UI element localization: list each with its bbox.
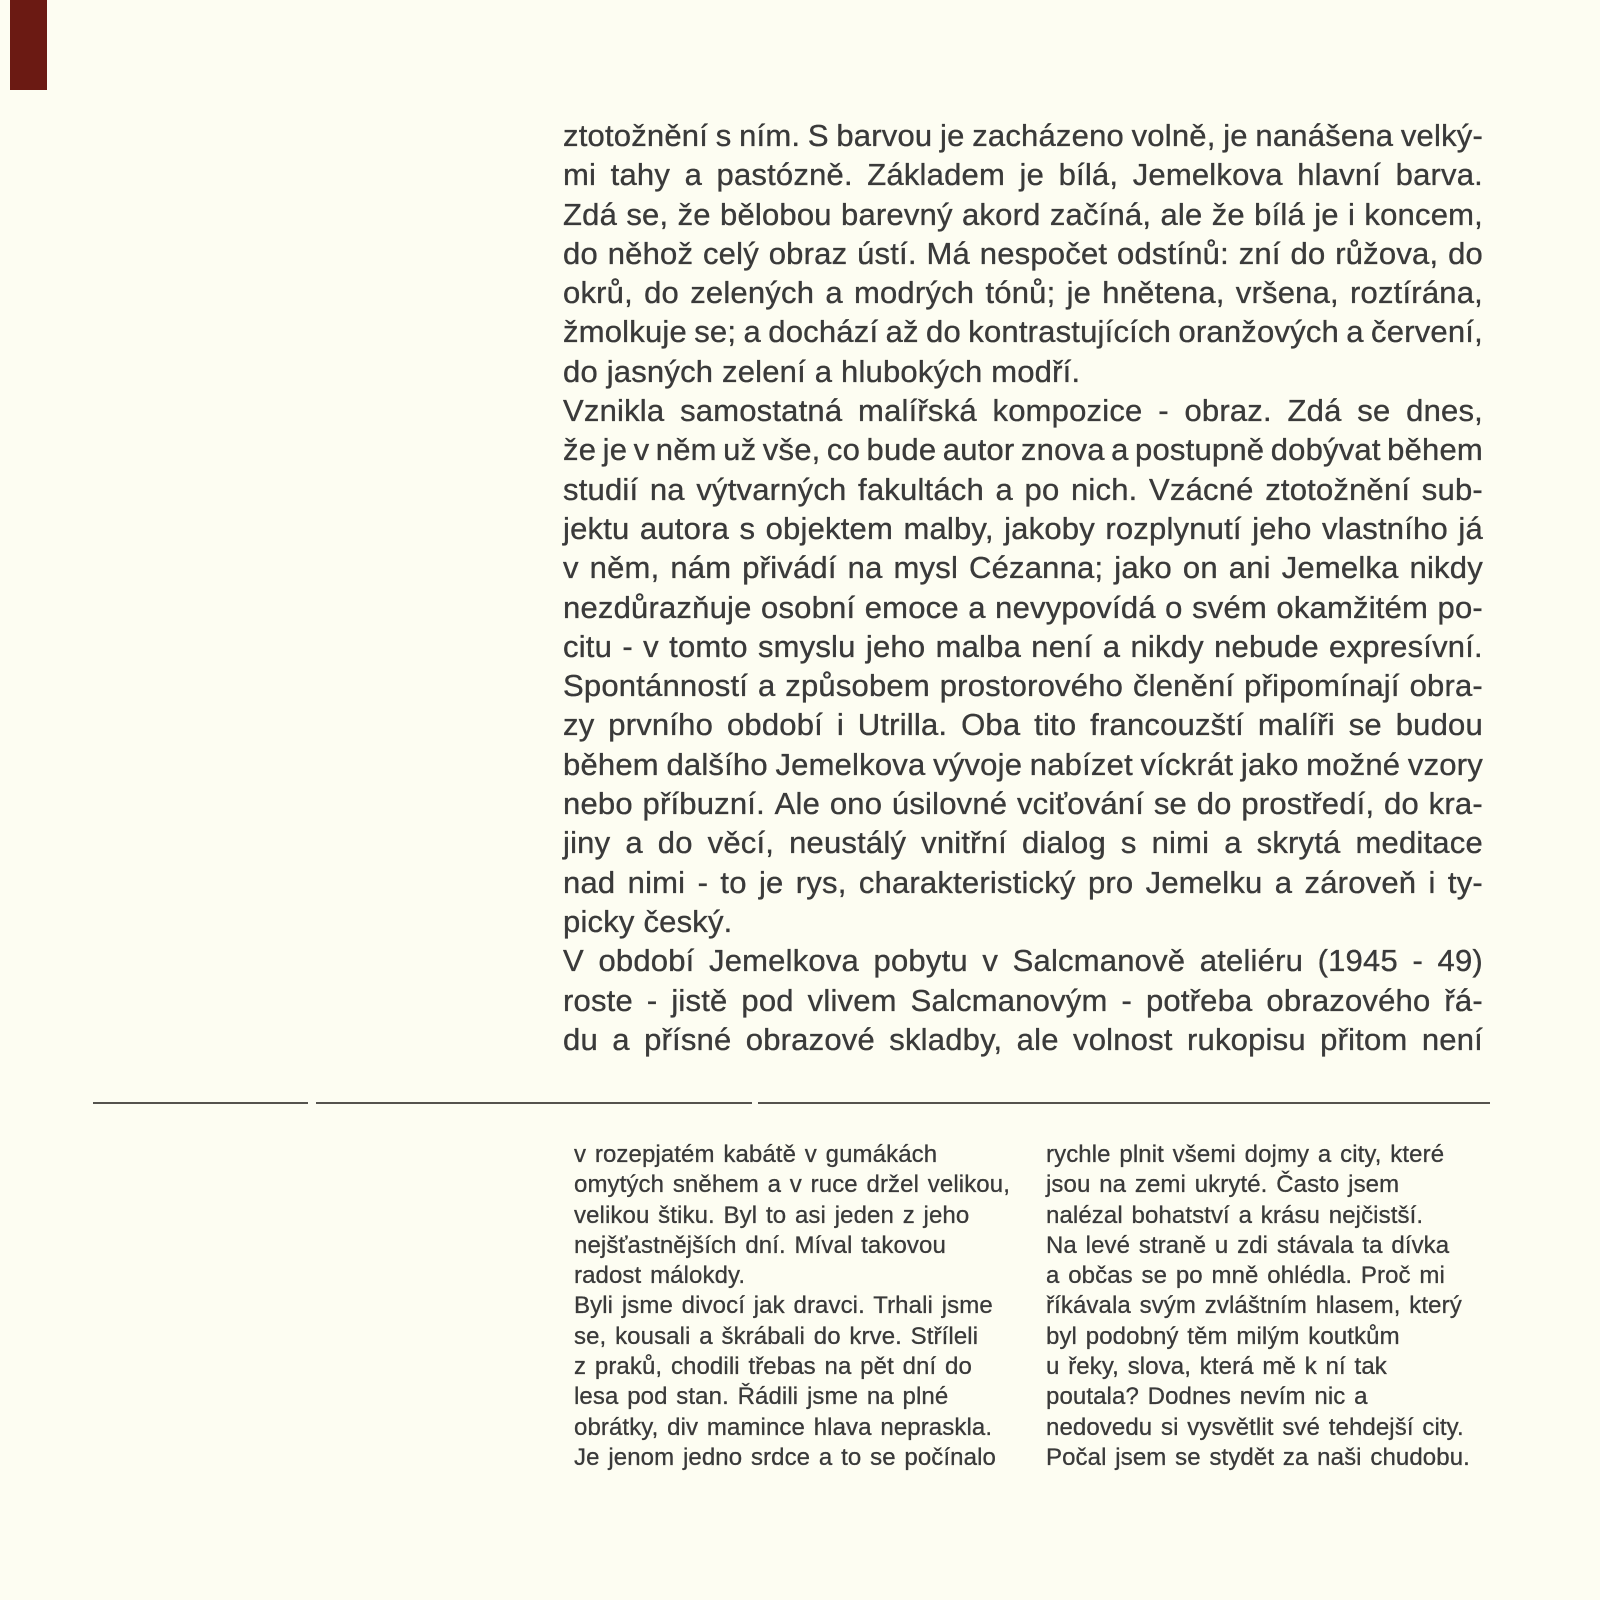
- footnote-column-right: [1046, 1140, 1498, 1473]
- divider-segment: [316, 1102, 752, 1104]
- divider-segment: [758, 1102, 1490, 1104]
- main-text-line: nezdůrazňuje osobní emoce a nevypovídá o svém okamžitém po-: [563, 589, 1483, 625]
- main-text-line: během dalšího Jemelkova vývoje nabízet víckrát jako možné vzory: [563, 746, 1483, 782]
- footnote-line: Na levé straně u zdi stávala ta dívka: [1046, 1231, 1450, 1259]
- main-text-line: citu - v tomto smyslu jeho malba není a nikdy nebude expresívní.: [563, 628, 1483, 664]
- main-text-line: v něm, nám přivádí na mysl Cézanna; jako on ani Jemelka nikdy: [563, 550, 1483, 586]
- footnote-line: rychle plnit všemi dojmy a city, které: [1046, 1141, 1445, 1168]
- main-text-line: jektu autora s objektem malby, jakoby rozplynutí jeho vlastního já: [563, 510, 1483, 546]
- main-text-line: picky český.: [563, 903, 733, 939]
- footnote-line: a občas se po mně ohlédla. Proč mi: [1046, 1262, 1445, 1290]
- main-text-block: [563, 116, 1483, 1059]
- main-text-line: do jasných zelení a hlubokých modří.: [563, 353, 1081, 389]
- footnote-line: nalézal bohatství a krásu nejčistší.: [1046, 1201, 1424, 1229]
- main-text-line: nebo příbuzní. Ale ono úsilovné vciťování se do prostředí, do kra-: [563, 786, 1483, 822]
- main-text-line: studií na výtvarných fakultách a po nich. Vzácné ztotožnění sub-: [563, 471, 1483, 507]
- footnote-line: u řeky, slova, která mě k ní tak: [1046, 1353, 1387, 1381]
- main-text-line: Zdá se, že bělobou barevný akord začíná, ale že bílá je i koncem,: [563, 196, 1483, 232]
- main-text-line: Vznikla samostatná malířská kompozice - obraz. Zdá se dnes,: [563, 393, 1483, 429]
- footnote-line: Počal jsem se stydět za naši chudobu.: [1046, 1443, 1470, 1471]
- footnote-line: se, kousali a škrábali do krve. Stříleli: [574, 1322, 979, 1350]
- footnote-line: nedovedu si vysvětlit své tehdejší city.: [1046, 1413, 1464, 1441]
- main-text-line: mi tahy a pastózně. Základem je bílá, Jemelkova hlavní barva.: [563, 157, 1483, 193]
- footnote-line: radost málokdy.: [574, 1262, 746, 1290]
- footnote-line: nejšťastnějších dní. Míval takovou: [574, 1231, 946, 1259]
- main-text-line: jiny a do věcí, neustálý vnitřní dialog s nimi a skrytá meditace: [563, 825, 1483, 861]
- footnote-line: říkávala svým zvláštním hlasem, který: [1046, 1292, 1462, 1320]
- footnote-line: velikou štiku. Byl to asi jeden z jeho: [574, 1201, 970, 1229]
- footnote-line: lesa pod stan. Řádili jsme na plné: [574, 1383, 949, 1411]
- footnote-line: z praků, chodili třebas na pět dní do: [574, 1353, 972, 1381]
- footnote-divider: [0, 1102, 1600, 1105]
- footnote-line: Byli jsme divocí jak dravci. Trhali jsme: [574, 1292, 993, 1320]
- divider-segment: [93, 1102, 308, 1104]
- main-text-line: okrů, do zelených a modrých tónů; je hnětena, vršena, roztírána,: [563, 275, 1483, 311]
- main-text-line: du a přísné obrazové skladby, ale volnost rukopisu přitom není: [563, 1021, 1483, 1057]
- main-text-line: zy prvního období i Utrilla. Oba tito francouzští malíři se budou: [563, 707, 1483, 743]
- main-text-line: Spontánností a způsobem prostorového členění připomínají obra-: [563, 668, 1483, 704]
- main-text-line: roste - jistě pod vlivem Salcmanovým - potřeba obrazového řá-: [563, 982, 1483, 1018]
- footnote-line: Je jenom jedno srdce a to se počínalo: [574, 1443, 996, 1471]
- page-edge-mark: [10, 0, 47, 90]
- footnote-column-left: [574, 1140, 1026, 1473]
- main-text-line: ztotožnění s ním. S barvou je zacházeno volně, je nanášena velký-: [563, 118, 1483, 153]
- footnote-line: obrátky, div mamince hlava nepraskla.: [574, 1413, 993, 1441]
- footnote-line: poutala? Dodnes nevím nic a: [1046, 1383, 1368, 1411]
- footnote-line: jsou na zemi ukryté. Často jsem: [1046, 1171, 1400, 1199]
- main-text-line: V období Jemelkova pobytu v Salcmanově ateliéru (1945 - 49): [563, 943, 1483, 979]
- main-text-line: do něhož celý obraz ústí. Má nespočet odstínů: zní do růžova, do: [563, 235, 1483, 271]
- main-text-line: nad nimi - to je rys, charakteristický pro Jemelku a zároveň i ty-: [563, 864, 1483, 900]
- footnote-line: byl podobný těm milým koutkům: [1046, 1322, 1400, 1350]
- main-text-line: žmolkuje se; a dochází až do kontrastujících oranžových a červení,: [563, 314, 1483, 350]
- main-text-line: že je v něm už vše, co bude autor znova a postupně dobývat během: [563, 432, 1483, 468]
- footnote-line: omytých sněhem a v ruce držel velikou,: [574, 1171, 1010, 1199]
- footnote-line: v rozepjatém kabátě v gumákách: [574, 1141, 938, 1168]
